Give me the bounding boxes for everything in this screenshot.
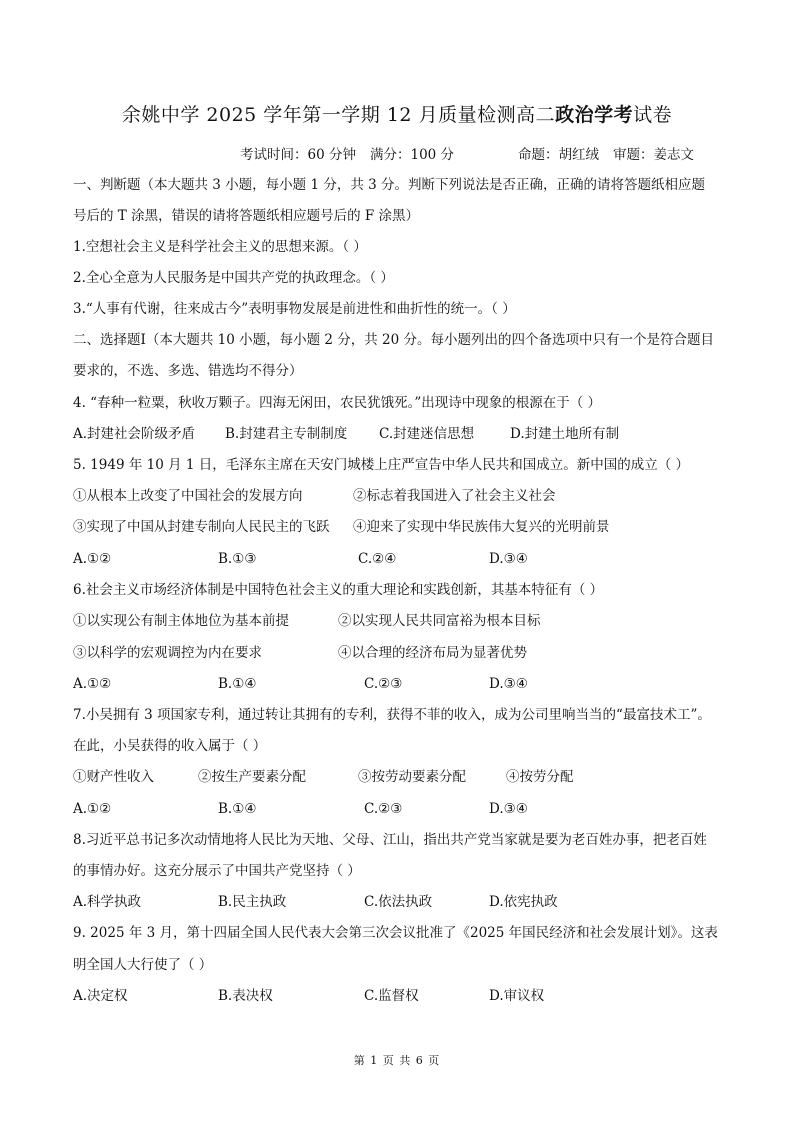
question-3: 3.“人事有代谢，往来成古今”表明事物发展是前进性和曲折性的统一。（ ） <box>73 301 516 317</box>
question-9-stem-line2: 明全国人大行使了（ ） <box>73 957 213 973</box>
question-8-stem-line1: 8.习近平总书记多次动情地将人民比为天地、父母、江山，指出共产党当家就是要为老百姓办事，把老百姓 <box>73 832 707 848</box>
question-6-statement-3: ③以科学的宏观调控为内在要求 <box>73 645 262 661</box>
question-9-option-c: C.监督权 <box>364 988 419 1004</box>
question-9-option-a: A.决定权 <box>73 988 128 1004</box>
question-8-option-b: B.民主执政 <box>218 894 287 910</box>
question-7-statement-1: ①财产性收入 <box>73 769 154 785</box>
exam-reviewer: 审题：姜志文 <box>613 147 695 163</box>
question-5-option-d: D.③④ <box>489 551 528 567</box>
question-4-option-c: C.封建迷信思想 <box>379 426 475 442</box>
question-5-option-c: C.②④ <box>358 551 397 567</box>
question-4-option-d: D.封建土地所有制 <box>510 426 620 442</box>
page-number: 第 1 页 共 6 页 <box>353 1054 441 1067</box>
section1-intro-line2: 号后的 T 涂黑，错误的请将答题纸相应题号后的 F 涂黑） <box>73 208 420 224</box>
question-6-option-d: D.③④ <box>489 676 528 692</box>
question-7-stem-line1: 7.小吴拥有 3 项国家专利，通过转让其拥有的专利，获得不菲的收入，成为公司里响当当的“最富技术工”。 <box>73 707 711 723</box>
question-5-statement-1: ①从根本上改变了中国社会的发展方向 <box>73 488 303 504</box>
question-4-stem: 4. “春种一粒粟，秋收万颗子。四海无闲田，农民犹饿死。”出现诗中现象的根源在于（ ） <box>73 395 602 411</box>
question-7-option-b: B.①④ <box>218 801 257 817</box>
question-6-option-c: C.②③ <box>364 676 403 692</box>
question-8-stem-line2: 的事情办好。这充分展示了中国共产党坚持（ ） <box>73 863 361 879</box>
question-5-statement-4: ④迎来了实现中华民族伟大复兴的光明前景 <box>353 519 610 535</box>
question-5-stem: 5. 1949 年 10 月 1 日，毛泽东主席在天安门城楼上庄严宣告中华人民共和国成立。新中国的成立（ ） <box>73 457 690 473</box>
section1-intro-line1: 一、判断题（本大题共 3 小题，每小题 1 分，共 3 分。判断下列说法是否正确，正确的请将答题纸相应题 <box>73 177 706 193</box>
question-4-option-a: A.封建社会阶级矛盾 <box>73 426 196 442</box>
title-subject: 政治学考 <box>555 104 634 126</box>
page-title <box>0 100 794 127</box>
question-6-stem: 6.社会主义市场经济体制是中国特色社会主义的重大理论和实践创新，其基本特征有（ ） <box>73 582 604 598</box>
section2-intro-line2: 要求的，不选、多选、错选均不得分） <box>73 363 303 379</box>
question-6-option-b: B.①④ <box>218 676 257 692</box>
question-2: 2.全心全意为人民服务是中国共产党的执政理念。（ ） <box>73 270 394 286</box>
question-1: 1.空想社会主义是科学社会主义的思想来源。（ ） <box>73 239 367 255</box>
question-7-option-c: C.②③ <box>364 801 403 817</box>
question-9-option-d: D.审议权 <box>489 988 545 1004</box>
question-7-option-a: A.①② <box>73 801 112 817</box>
exam-time: 考试时间：60 分钟 <box>240 147 356 163</box>
exam-author: 命题：胡红绒 <box>518 147 600 163</box>
question-6-statement-2: ②以实现人民共同富裕为根本目标 <box>338 613 541 629</box>
exam-meta <box>240 143 694 163</box>
question-7-option-d: D.③④ <box>489 801 528 817</box>
question-8-option-d: D.依宪执政 <box>489 894 558 910</box>
question-7-statement-2: ②按生产要素分配 <box>198 769 306 785</box>
question-5-statement-2: ②标志着我国进入了社会主义社会 <box>353 488 556 504</box>
question-5-option-a: A.①② <box>73 551 112 567</box>
exam-score: 满分：100 分 <box>369 147 455 163</box>
question-8-option-a: A.科学执政 <box>73 894 142 910</box>
question-5-option-b: B.①③ <box>218 551 257 567</box>
question-6-statement-1: ①以实现公有制主体地位为基本前提 <box>73 613 289 629</box>
title-prefix: 余姚中学 2025 学年第一学期 12 月质量检测高二 <box>121 104 556 126</box>
section2-intro-line1: 二、选择题Ⅰ（本大题共 10 小题，每小题 2 分，共 20 分。每小题列出的四个备选项中只有一个是符合题目 <box>73 332 715 348</box>
question-6-statement-4: ④以合理的经济布局为显著优势 <box>338 645 527 661</box>
question-7-stem-line2: 在此，小吴获得的收入属于（ ） <box>73 738 267 754</box>
question-9-stem-line1: 9. 2025 年 3 月，第十四届全国人民代表大会第三次会议批准了《2025 年国民经济和社会发展计划》。这表 <box>73 925 718 941</box>
title-suffix: 试卷 <box>633 104 673 126</box>
question-7-statement-3: ③按劳动要素分配 <box>358 769 466 785</box>
question-4-option-b: B.封建君主专制制度 <box>225 426 348 442</box>
question-7-statement-4: ④按劳分配 <box>506 769 574 785</box>
question-5-statement-3: ③实现了中国从封建专制向人民民主的飞跃 <box>73 519 330 535</box>
question-9-option-b: B.表决权 <box>218 988 273 1004</box>
question-6-option-a: A.①② <box>73 676 112 692</box>
question-8-option-c: C.依法执政 <box>364 894 433 910</box>
